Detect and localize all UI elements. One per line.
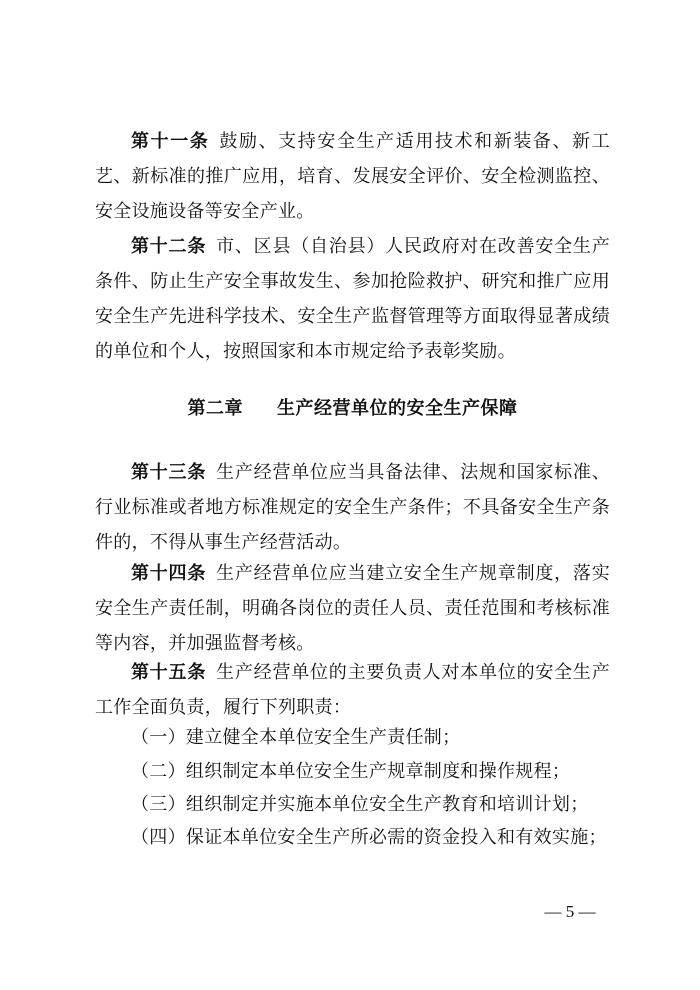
- chapter-title: 生产经营单位的安全生产保障: [277, 398, 518, 419]
- article-title: 第十一条: [131, 131, 210, 152]
- article-title: 第十四条: [131, 563, 207, 584]
- article-title: 第十三条: [131, 462, 207, 483]
- article-text: 鼓励、支持安全生产适用技术和新装备、新工艺、新标准的推广应用，培育、发展安全评价、安全检测监控、安全设施设备等安全产业。: [95, 131, 611, 222]
- list-item: （二）组织制定本单位安全生产规章制度和操作规程；: [131, 761, 571, 782]
- chapter-number: 第二章: [187, 398, 243, 419]
- chapter-heading: [95, 394, 610, 424]
- article-title: 第十五条: [131, 662, 207, 683]
- article-text: 生产经营单位应当具备法律、法规和国家标准、行业标准或者地方标准规定的安全生产条件；不具备安全生产条件的，不得从事生产经营活动。: [95, 462, 610, 553]
- article-12: [95, 229, 610, 369]
- article-text: 市、区县（自治县）人民政府对在改善安全生产条件、防止生产安全事故发生、参加抢险救护、研究和推广应用安全生产先进科学技术、安全生产监督管理等方面取得显著成绩的单位和个人，按照国家和本市规定给予表彰奖励。: [95, 236, 610, 362]
- article-13: [95, 455, 610, 560]
- list-item: （一）建立健全本单位安全生产责任制；: [131, 727, 461, 748]
- article-text: 生产经营单位应当建立安全生产规章制度，落实安全生产责任制，明确各岗位的责任人员、责任范围和考核标准等内容，并加强监督考核。: [95, 563, 610, 654]
- article-text: 生产经营单位的主要负责人对本单位的安全生产工作全面负责，履行下列职责：: [95, 662, 610, 718]
- article-11: [95, 124, 610, 229]
- list-item: （三）组织制定并实施本单位安全生产教育和培训计划；: [131, 794, 589, 815]
- article-title: 第十二条: [131, 236, 207, 257]
- list-item: （四）保证本单位安全生产所必需的资金投入和有效实施；: [131, 827, 607, 848]
- article-15: [95, 655, 610, 725]
- page-number: — 5 —: [544, 902, 596, 921]
- article-14: [95, 556, 610, 661]
